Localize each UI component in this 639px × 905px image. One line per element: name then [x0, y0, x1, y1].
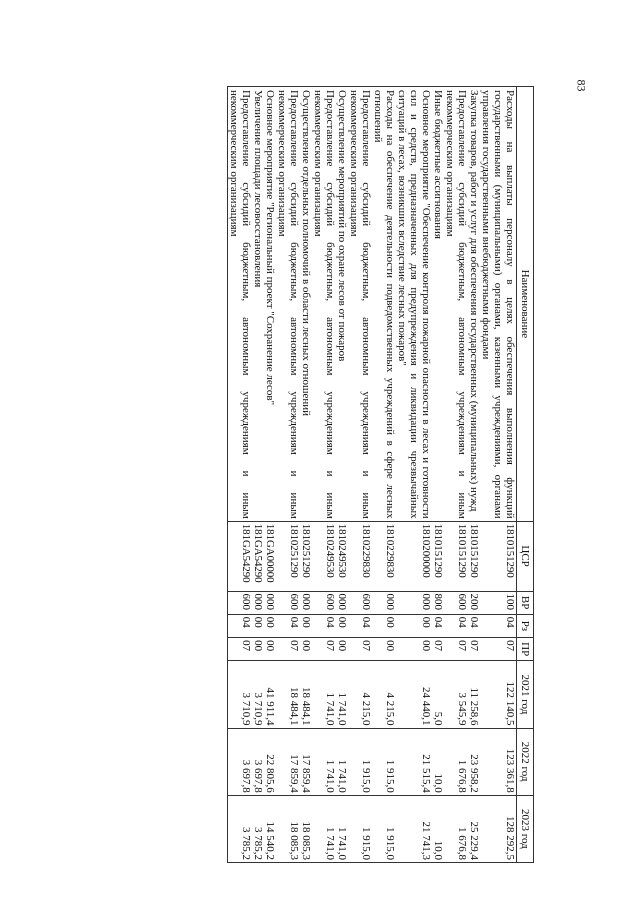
- cell-name: Увеличение площади лесовосстановления: [252, 87, 264, 522]
- cell-vr: 600: [228, 591, 253, 614]
- cell-2023: 1 741,0: [312, 795, 336, 862]
- cell-name: Предоставление субсидий бюджетным, автономным учреждениям и иным некоммерческим организациям: [312, 87, 336, 522]
- cell-name: Расходы на выплаты персоналу в целях обеспечения выполнения функций государственными (муниципальными) органами, казенными учреждениями, органами управления государственными внебюджетными фондами: [480, 87, 517, 522]
- cell-name: Предоставление субсидий бюджетным, автономным учреждениям и иным некоммерческим организациям: [444, 87, 468, 522]
- cell-2023: 25 229,4: [468, 795, 480, 862]
- cell-rz: 04: [444, 614, 468, 637]
- cell-2022: 17 859,4: [300, 728, 312, 795]
- cell-pr: 00: [372, 638, 396, 661]
- header-rz: Рз: [517, 614, 534, 637]
- cell-2021: 18 484,1: [276, 661, 300, 728]
- table-row: [276, 87, 300, 863]
- cell-2022: 3 697,8: [228, 728, 253, 795]
- budget-table: [227, 86, 534, 863]
- cell-csr: 181GA54290: [252, 521, 264, 591]
- cell-vr: 600: [276, 591, 300, 614]
- cell-pr: 00: [300, 638, 312, 661]
- cell-2023: 1 915,0: [372, 795, 396, 862]
- cell-2021: 5,0: [432, 661, 444, 728]
- cell-rz: 04: [312, 614, 336, 637]
- cell-2021: 3 545,9: [444, 661, 468, 728]
- cell-name: Закупка товаров, работ и услуг для обеспечения государственных (муниципальных) нужд: [468, 87, 480, 522]
- table-row: [432, 87, 444, 863]
- cell-rz: 00: [264, 614, 276, 637]
- header-pr: ПР: [517, 638, 534, 661]
- cell-name: Основное мероприятие "Региональный проект "Сохранение лесов": [264, 87, 276, 522]
- cell-2022: 1 915,0: [348, 728, 372, 795]
- table-row: [468, 87, 480, 863]
- cell-pr: 07: [348, 638, 372, 661]
- cell-rz: 00: [300, 614, 312, 637]
- table-body: [228, 87, 517, 863]
- cell-pr: 07: [276, 638, 300, 661]
- table-header: [517, 87, 534, 863]
- cell-name: Предоставление субсидий бюджетным, автономным учреждениям и иным некоммерческим организациям: [348, 87, 372, 522]
- table-row: [444, 87, 468, 863]
- cell-2021: 122 140,5: [480, 661, 517, 728]
- cell-rz: 04: [276, 614, 300, 637]
- cell-2023: 21 741,3: [396, 795, 432, 862]
- cell-name: Предоставление субсидий бюджетным, автономным учреждениям и иным некоммерческим организациям: [228, 87, 253, 522]
- cell-pr: 00: [264, 638, 276, 661]
- cell-rz: 00: [336, 614, 348, 637]
- cell-vr: 000: [396, 591, 432, 614]
- table-row: [372, 87, 396, 863]
- cell-rz: 00: [396, 614, 432, 637]
- table-row: [336, 87, 348, 863]
- page-number: 83: [574, 79, 589, 92]
- table-row: [228, 87, 253, 863]
- cell-2021: 11 258,6: [468, 661, 480, 728]
- cell-2021: 4 215,0: [348, 661, 372, 728]
- cell-csr: 1810151290: [480, 521, 517, 591]
- cell-name: Расходы на обеспечение деятельности подведомственных учреждений в сфере лесных отношений: [372, 87, 396, 522]
- cell-vr: 000: [264, 591, 276, 614]
- table-row: [312, 87, 336, 863]
- cell-pr: 07: [312, 638, 336, 661]
- rotated-table-container: [102, 86, 534, 863]
- cell-2023: 18 085,3: [300, 795, 312, 862]
- cell-csr: 1810151290: [444, 521, 468, 591]
- cell-2022: 21 515,4: [396, 728, 432, 795]
- cell-2023: 128 292,5: [480, 795, 517, 862]
- cell-pr: 07: [480, 638, 517, 661]
- cell-rz: 04: [348, 614, 372, 637]
- header-vr: ВР: [517, 591, 534, 614]
- cell-vr: 600: [444, 591, 468, 614]
- table-row: [348, 87, 372, 863]
- cell-pr: 07: [468, 638, 480, 661]
- cell-rz: 00: [372, 614, 396, 637]
- cell-vr: 100: [480, 591, 517, 614]
- cell-rz: 04: [480, 614, 517, 637]
- cell-vr: 600: [312, 591, 336, 614]
- cell-2023: 10,0: [432, 795, 444, 862]
- cell-2022: 23 958,2: [468, 728, 480, 795]
- cell-name: Основное мероприятие "Обеспечение контроля пожарной опасности в лесах и готовности сил и средств, предназначенных для предупреждения и ликвидации чрезвычайных ситуаций в лесах, возникших вследствие лесных пожаров": [396, 87, 432, 522]
- cell-2022: 1 741,0: [312, 728, 336, 795]
- cell-2022: 1 676,8: [444, 728, 468, 795]
- cell-rz: 04: [468, 614, 480, 637]
- cell-pr: 07: [228, 638, 253, 661]
- cell-2021: 24 440,1: [396, 661, 432, 728]
- cell-csr: 1810151290: [432, 521, 444, 591]
- cell-2023: 1 676,8: [444, 795, 468, 862]
- cell-2021: 4 215,0: [372, 661, 396, 728]
- header-name: Наименование: [517, 87, 534, 522]
- cell-2022: 123 361,8: [480, 728, 517, 795]
- cell-csr: 1810229830: [372, 521, 396, 591]
- cell-2021: 18 484,1: [300, 661, 312, 728]
- cell-rz: 00: [252, 614, 264, 637]
- cell-2021: 3 710,9: [228, 661, 253, 728]
- header-2021: 2021 год: [517, 661, 534, 728]
- cell-2022: 1 741,0: [336, 728, 348, 795]
- table-row: [300, 87, 312, 863]
- cell-rz: 04: [228, 614, 253, 637]
- cell-csr: 1810229830: [348, 521, 372, 591]
- table-row: [264, 87, 276, 863]
- cell-pr: 00: [336, 638, 348, 661]
- header-2022: 2022 год: [517, 728, 534, 795]
- cell-name: Предоставление субсидий бюджетным, автономным учреждениям и иным некоммерческим организациям: [276, 87, 300, 522]
- cell-name: Иные бюджетные ассигнования: [432, 87, 444, 522]
- cell-2022: 22 805,6: [264, 728, 276, 795]
- cell-csr: 1810251290: [276, 521, 300, 591]
- cell-2022: 1 915,0: [372, 728, 396, 795]
- cell-2023: 1 741,0: [336, 795, 348, 862]
- cell-2023: 18 085,3: [276, 795, 300, 862]
- cell-rz: 04: [432, 614, 444, 637]
- cell-2022: 17 859,4: [276, 728, 300, 795]
- cell-pr: 00: [252, 638, 264, 661]
- table-row: [252, 87, 264, 863]
- cell-pr: 07: [432, 638, 444, 661]
- cell-2023: 1 915,0: [348, 795, 372, 862]
- cell-2022: 10,0: [432, 728, 444, 795]
- header-2023: 2023 год: [517, 795, 534, 862]
- cell-2021: 1 741,0: [336, 661, 348, 728]
- cell-2021: 3 710,9: [252, 661, 264, 728]
- cell-csr: 1810151290: [468, 521, 480, 591]
- cell-2023: 14 540,2: [264, 795, 276, 862]
- cell-vr: 000: [252, 591, 264, 614]
- cell-vr: 000: [336, 591, 348, 614]
- table-row: [480, 87, 517, 863]
- cell-csr: 181GA00000: [264, 521, 276, 591]
- cell-vr: 600: [348, 591, 372, 614]
- cell-csr: 1810200000: [396, 521, 432, 591]
- cell-2021: 41 911,4: [264, 661, 276, 728]
- cell-csr: 1810251290: [300, 521, 312, 591]
- cell-name: Осуществление отдельных полномочий в области лесных отношений: [300, 87, 312, 522]
- cell-csr: 181GA54290: [228, 521, 253, 591]
- cell-2023: 3 785,2: [228, 795, 253, 862]
- cell-2023: 3 785,2: [252, 795, 264, 862]
- cell-2021: 1 741,0: [312, 661, 336, 728]
- document-page: [102, 86, 534, 863]
- cell-csr: 1810249530: [336, 521, 348, 591]
- cell-vr: 200: [468, 591, 480, 614]
- cell-vr: 800: [432, 591, 444, 614]
- header-csr: ЦСР: [517, 521, 534, 591]
- cell-pr: 07: [444, 638, 468, 661]
- table-row: [396, 87, 432, 863]
- cell-vr: 000: [300, 591, 312, 614]
- cell-vr: 000: [372, 591, 396, 614]
- cell-name: Осуществление мероприятий по охране лесов от пожаров: [336, 87, 348, 522]
- cell-2022: 3 697,8: [252, 728, 264, 795]
- cell-pr: 00: [396, 638, 432, 661]
- cell-csr: 1810249530: [312, 521, 336, 591]
